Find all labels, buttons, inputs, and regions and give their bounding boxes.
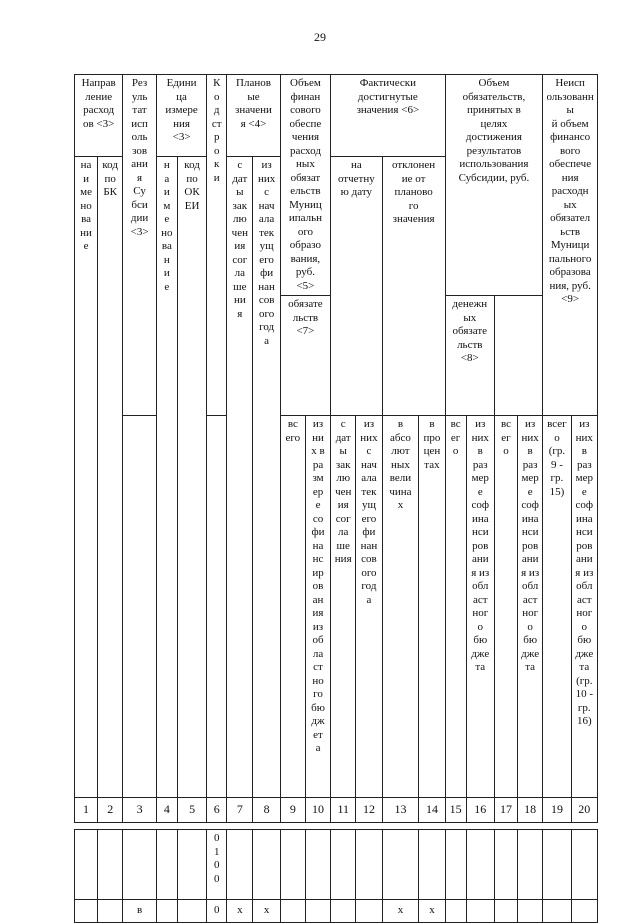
col-number: 13: [382, 798, 419, 823]
data-cell: [466, 900, 494, 923]
col-number: 11: [331, 798, 356, 823]
header-neisp: Неисп ользованны й объем финансо вого обеспече ния расходн ых обязател ьств Муници пального образова ния, руб. <9>: [543, 75, 598, 416]
header-plan-iz-nih: из них с нач ала тек ущ его фи нан сов ого год а: [253, 157, 280, 798]
header-planovye: Планов ые значени я <4>: [227, 75, 281, 157]
data-cell: 0: [207, 900, 227, 923]
data-cell: [98, 900, 123, 923]
data-cell: [494, 900, 517, 923]
data-cell: [466, 830, 494, 900]
data-cell: [356, 830, 382, 900]
data-cell: [280, 900, 305, 923]
col-number: 1: [75, 798, 98, 823]
data-cell: в: [123, 900, 157, 923]
header-obyaz-vsego: вс ег о: [445, 416, 466, 798]
header-obem-fin: Объем финан сового обеспе чения расход ных обязат ельств Муниц ипальн ого образо вания, руб. <5>: [280, 75, 330, 296]
row-gap: [75, 823, 598, 830]
header-kod-stroki: К о д ст р о к и: [207, 75, 227, 416]
data-cell: х: [382, 900, 419, 923]
page-number: 29: [314, 30, 326, 44]
data-cell: х: [419, 900, 445, 923]
data-cell: [253, 830, 280, 900]
data-cell: [518, 830, 543, 900]
data-cell: [156, 830, 177, 900]
data-cell: [177, 830, 206, 900]
col-number: 3: [123, 798, 157, 823]
col-number: 16: [466, 798, 494, 823]
header-obem-iz-nih: из ни х в ра зм ер е со фи на нс ир ов ан ия из об ла ст но го бю дж ет а: [305, 416, 330, 798]
col-number: 2: [98, 798, 123, 823]
header-obyazatelstv: обязате льств <7>: [280, 296, 330, 416]
header-neisp-vsego: всег о (гр. 9 - гр. 15): [543, 416, 571, 798]
col-number: 14: [419, 798, 445, 823]
header-obem-vsego: вс его: [280, 416, 305, 798]
header-edinica: Едини ца измере ния <3>: [156, 75, 206, 157]
header-naimenovanie: на и ме но ва ни е: [75, 157, 98, 798]
data-cell: [331, 830, 356, 900]
header-fakt-s-daty: с дат ы зак лю чен ия сог ла ше ния: [331, 416, 356, 798]
data-cell: [123, 830, 157, 900]
col-number: 17: [494, 798, 517, 823]
col-number: 12: [356, 798, 382, 823]
data-cell: [571, 900, 597, 923]
data-cell: [156, 900, 177, 923]
data-cell: [305, 830, 330, 900]
header-rezultat: Рез уль тат исп оль зов ани я Су бси дии <3>: [123, 75, 157, 416]
data-cell: [445, 900, 466, 923]
header-fakt-iz-nih: из них с нач ала тек ущ его фи нан сов ого год а: [356, 416, 382, 798]
data-cell: [98, 830, 123, 900]
data-cell: [382, 830, 419, 900]
header-den-iz-nih: из них в раз мер е соф ина нси ров ани я из обл аст ног о бю дже та: [518, 416, 543, 798]
data-cell: [305, 900, 330, 923]
header-den-vsego: вс ег о: [494, 416, 517, 798]
header-obyaz-iz-nih: из них в раз мер е соф ина нси ров ани я из обл аст ног о бю дже та: [466, 416, 494, 798]
col-number: 6: [207, 798, 227, 823]
header-rezultat-bottom: [123, 416, 157, 798]
data-cell: [543, 900, 571, 923]
data-cell: [75, 900, 98, 923]
data-cell: х: [227, 900, 253, 923]
data-cell: [280, 830, 305, 900]
header-plan-s-daty: с дат ы зак лю чен ия сог ла ше ни я: [227, 157, 253, 798]
header-napravlenie: Направ ление расход ов <3>: [75, 75, 123, 157]
data-cell: [227, 830, 253, 900]
row-code-cell: 0 1 0 0: [207, 830, 227, 900]
header-otkl-proc: в про цен тах: [419, 416, 445, 798]
col-number: 9: [280, 798, 305, 823]
data-cell: х: [253, 900, 280, 923]
data-cell: [331, 900, 356, 923]
col-number: 7: [227, 798, 253, 823]
header-kod-bk: код по БК: [98, 157, 123, 798]
data-cell: [356, 900, 382, 923]
data-cell: [445, 830, 466, 900]
col-number: 8: [253, 798, 280, 823]
header-ed-naimenovanie: н а и м е но ва н и е: [156, 157, 177, 798]
col-number: 18: [518, 798, 543, 823]
data-cell: [571, 830, 597, 900]
col-number: 15: [445, 798, 466, 823]
data-cell: [518, 900, 543, 923]
data-cell: [494, 830, 517, 900]
header-neisp-iz-nih: из них в раз мер е соф ина нси ров ани я из обл аст ног о бю дже та (гр. 10 - гр. 16): [571, 416, 597, 798]
header-denezhnyh: денежн ых обязате льств <8>: [445, 296, 494, 416]
header-obem-obyaz: Объем обязательств, принятых в целях достижения результатов использования Субсидии, руб.: [445, 75, 543, 296]
data-cell: [543, 830, 571, 900]
col-number: 4: [156, 798, 177, 823]
report-table: [74, 74, 598, 923]
col-number: 10: [305, 798, 330, 823]
data-cell: [419, 830, 445, 900]
header-otkl-abs: в абсо лют ных вели чина х: [382, 416, 419, 798]
header-fakt: Фактически достигнутые значения <6>: [331, 75, 445, 157]
data-cell: [75, 830, 98, 900]
col-number: 5: [177, 798, 206, 823]
col-number: 20: [571, 798, 597, 823]
header-fakt-na-datu: на отчетну ю дату: [331, 157, 382, 416]
header-kod-stroki-bottom: [207, 416, 227, 798]
data-cell: [177, 900, 206, 923]
header-otklonenie: отклонен ие от планово го значения: [382, 157, 445, 416]
header-kod-okei: код по ОК ЕИ: [177, 157, 206, 798]
col-number: 19: [543, 798, 571, 823]
